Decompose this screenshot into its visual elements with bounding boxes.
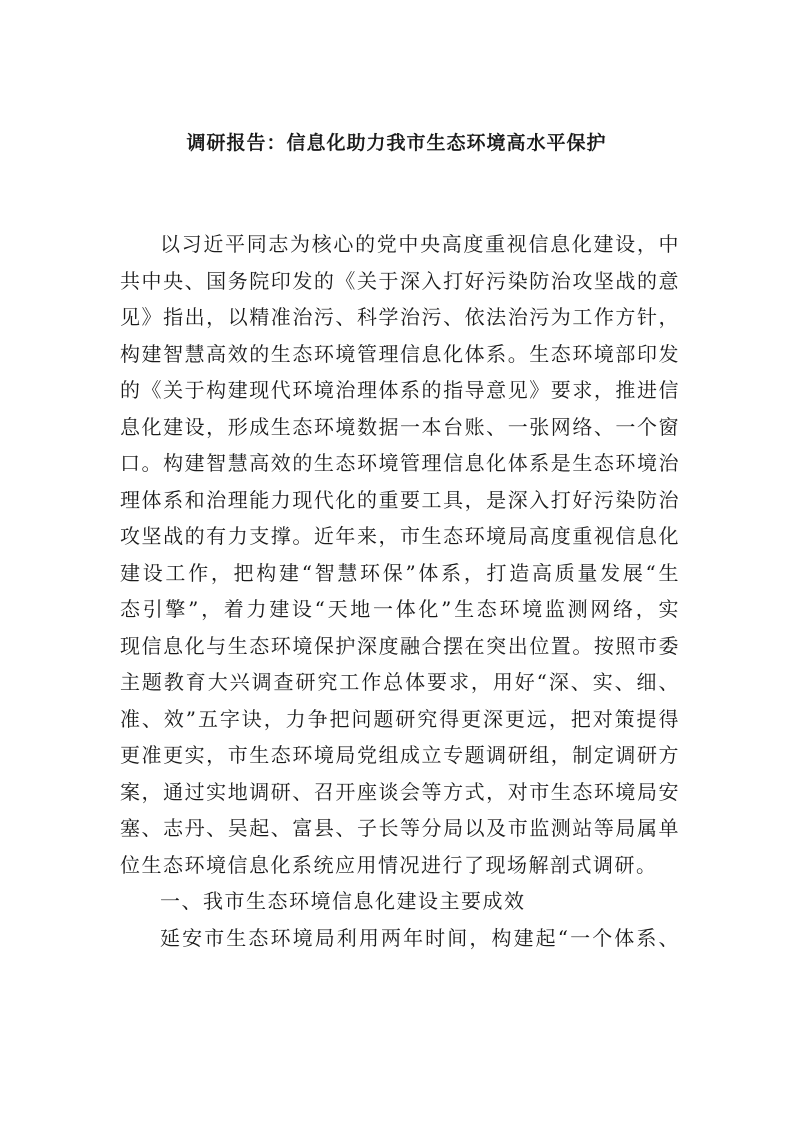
body-line: 以习近平同志为核心的党中央高度重视信息化建设，中 xyxy=(160,232,680,256)
body-line: 更准更实，市生态环境局党组成立专题调研组，制定调研方 xyxy=(120,743,680,767)
body-line: 现信息化与生态环境保护深度融合摆在突出位置。按照市委 xyxy=(120,633,680,658)
body-line: 案，通过实地调研、召开座谈会等方式，对市生态环境局安 xyxy=(120,779,680,804)
body-line: 位生态环境信息化系统应用情况进行了现场解剖式调研。 xyxy=(120,852,658,877)
section-heading: 一、我市生态环境信息化建设主要成效 xyxy=(160,889,526,913)
document-body xyxy=(120,226,680,956)
body-line: 延安市生态环境局利用两年时间，构建起“一个体系、 xyxy=(160,925,680,950)
body-line: 塞、志丹、吴起、富县、子长等分局以及市监测站等局属单 xyxy=(120,816,680,840)
body-line: 建设工作，把构建“智慧环保”体系，打造高质量发展“生 xyxy=(120,560,680,585)
body-line: 准、效”五字诀，力争把问题研究得更深更远，把对策提得 xyxy=(120,706,680,731)
body-line: 攻坚战的有力支撑。近年来，市生态环境局高度重视信息化 xyxy=(120,524,680,548)
body-line: 共中央、国务院印发的《关于深入打好污染防治攻坚战的意 xyxy=(120,268,680,293)
body-line: 的《关于构建现代环境治理体系的指导意见》要求，推进信 xyxy=(120,378,680,402)
body-line: 见》指出，以精准治污、科学治污、依法治污为工作方针， xyxy=(120,305,680,329)
document-title: 调研报告：信息化助力我市生态环境高水平保护 xyxy=(186,132,607,154)
body-line: 主题教育大兴调查研究工作总体要求，用好“深、实、细、 xyxy=(120,670,680,694)
body-line: 口。构建智慧高效的生态环境管理信息化体系是生态环境治 xyxy=(120,451,680,475)
body-line: 理体系和治理能力现代化的重要工具，是深入打好污染防治 xyxy=(120,487,680,512)
body-line: 息化建设，形成生态环境数据一本台账、一张网络、一个窗 xyxy=(120,414,680,439)
body-line: 态引擎”，着力建设“天地一体化”生态环境监测网络，实 xyxy=(120,597,680,621)
body-line: 构建智慧高效的生态环境管理信息化体系。生态环境部印发 xyxy=(120,341,680,366)
